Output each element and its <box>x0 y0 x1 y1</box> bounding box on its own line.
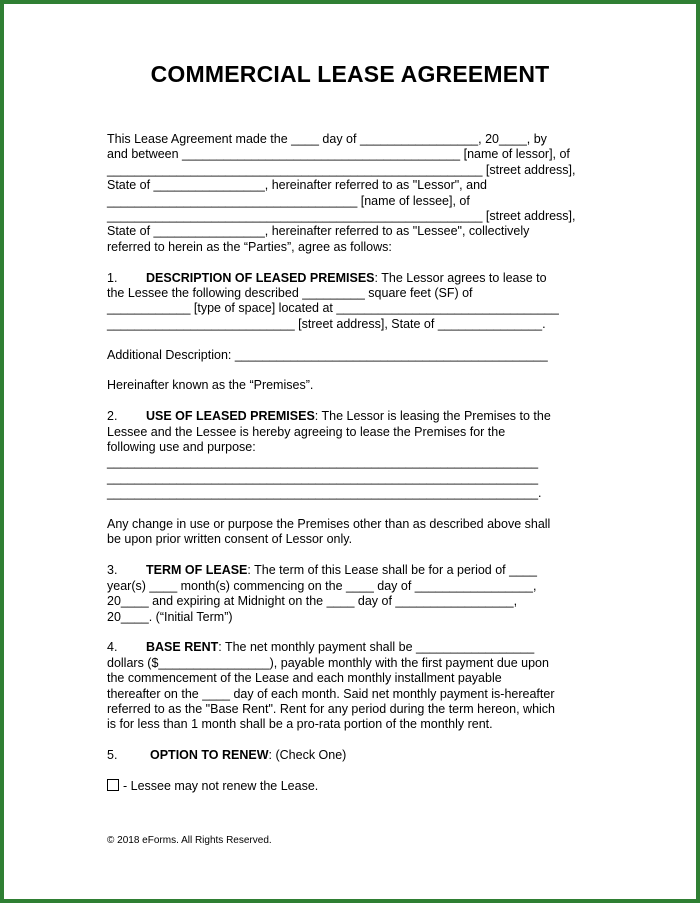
document-page <box>4 4 696 899</box>
section-term <box>107 563 607 625</box>
section-text: : (Check One) <box>268 748 347 763</box>
section-number: 1. <box>107 270 118 285</box>
section-text: : The Lessor is leasing the Premises to the <box>314 409 551 424</box>
section-line: ___________________________ [street address], State of _______________. <box>107 316 546 331</box>
section-line: dollars ($________________), payable monthly with the first payment due upon <box>107 655 549 670</box>
section-line: is for less than 1 month shall be a pro-rata portion of the monthly rent. <box>107 717 493 732</box>
section-heading-line <box>107 409 607 424</box>
section-line: the commencement of the Lease and each monthly installment payable <box>107 671 502 686</box>
section-number: 5. <box>107 748 118 763</box>
section-line: 20____. (“Initial Term”) <box>107 609 233 624</box>
blank-line: ______________________________________________________________ <box>107 470 539 485</box>
intro-line: State of ________________, hereinafter referred to as "Lessee", collectively <box>107 224 530 239</box>
document-body <box>107 132 607 794</box>
section-heading-line <box>107 563 607 578</box>
section-line: Any change in use or purpose the Premises other than as described above shall <box>107 517 551 532</box>
section-line: thereafter on the ____ day of each month. Said net monthly payment is-hereafter <box>107 686 555 701</box>
section-option-to-renew <box>107 748 607 794</box>
intro-paragraph <box>107 132 607 255</box>
section-line: referred to as the "Base Rent". Rent for any period during the term hereon, which <box>107 701 556 716</box>
section-heading-line <box>107 748 607 763</box>
section-heading: OPTION TO RENEW <box>150 748 269 763</box>
section-base-rent <box>107 640 607 732</box>
section-number: 2. <box>107 409 118 424</box>
intro-line: ____________________________________ [name of lessee], of <box>107 193 470 208</box>
premises-definition: Hereinafter known as the “Premises”. <box>107 378 314 393</box>
section-line: be upon prior written consent of Lessor only. <box>107 532 353 547</box>
section-text: : The term of this Lease shall be for a period of ____ <box>247 563 537 578</box>
renew-option <box>107 779 607 794</box>
intro-line: and between ________________________________________ [name of lessor], of <box>107 147 570 162</box>
checkbox-icon[interactable] <box>107 779 119 791</box>
section-text: : The net monthly payment shall be _________________ <box>218 640 535 655</box>
document-title: COMMERCIAL LEASE AGREEMENT <box>150 61 550 87</box>
section-line: 20____ and expiring at Midnight on the ____ day of _________________, <box>107 594 518 609</box>
intro-line: ______________________________________________________ [street address], <box>107 162 576 177</box>
section-use <box>107 409 607 548</box>
section-number: 4. <box>107 640 118 655</box>
intro-line: referred to herein as the “Parties”, agree as follows: <box>107 239 392 254</box>
section-heading: USE OF LEASED PREMISES <box>146 409 315 424</box>
section-heading: TERM OF LEASE <box>146 563 248 578</box>
section-line: ____________ [type of space] located at ________________________________ <box>107 301 559 316</box>
intro-line: This Lease Agreement made the ____ day of _________________, 20____, by <box>107 132 547 146</box>
renew-option-label: - Lessee may not renew the Lease. <box>123 778 319 793</box>
section-line: following use and purpose: <box>107 440 256 455</box>
section-description <box>107 271 607 394</box>
section-line: Lessee and the Lessee is hereby agreeing to lease the Premises for the <box>107 424 506 439</box>
intro-line: ______________________________________________________ [street address], <box>107 209 576 224</box>
copyright-footer: © 2018 eForms. All Rights Reserved. <box>107 835 272 846</box>
section-heading-line <box>107 271 607 286</box>
section-number: 3. <box>107 563 118 578</box>
section-heading-line <box>107 640 607 655</box>
blank-line: ______________________________________________________________ <box>107 455 539 470</box>
section-line: the Lessee the following described _________ square feet (SF) of <box>107 286 473 301</box>
blank-line: ______________________________________________________________. <box>107 486 542 501</box>
section-heading: DESCRIPTION OF LEASED PREMISES <box>146 270 375 285</box>
intro-line: State of ________________, hereinafter referred to as "Lessor", and <box>107 178 487 193</box>
section-line: year(s) ____ month(s) commencing on the ____ day of _________________, <box>107 578 537 593</box>
section-text: : The Lessor agrees to lease to <box>374 270 547 285</box>
section-heading: BASE RENT <box>146 640 219 655</box>
additional-description: Additional Description: _____________________________________________ <box>107 347 548 362</box>
